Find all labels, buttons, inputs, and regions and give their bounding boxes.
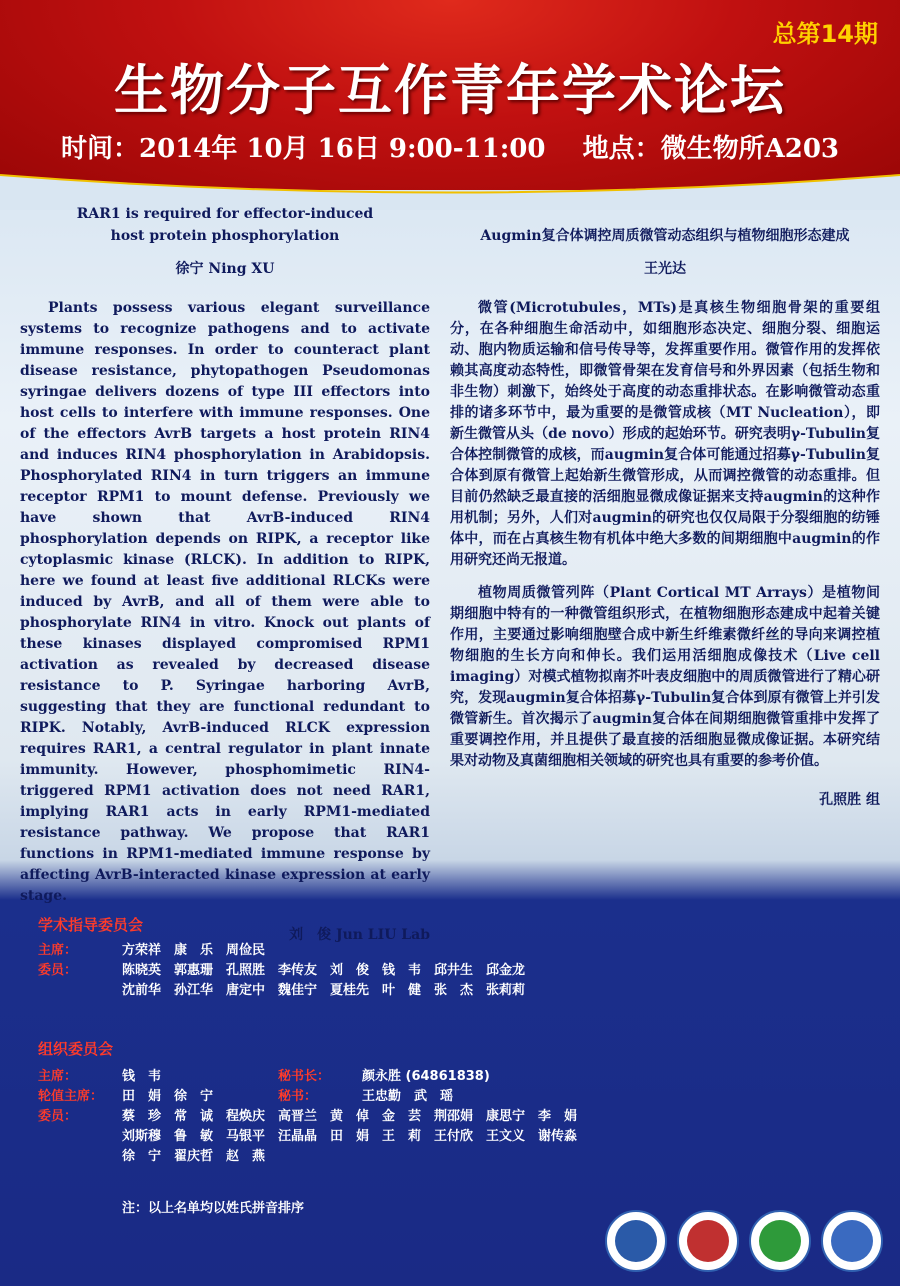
header-banner — [0, 0, 900, 190]
talk2-paragraph-2: 植物周质微管列阵（Plant Cortical MT Arrays）是植物间期细胞中特有的一种微管组织形式，在植物细胞形态建成中起着关键作用，主要通过影响细胞壁合成中新生纤维素微纤丝的导向来调控植物细胞的生长方向和伸长。我们运用活细胞成像技术（Live cell imaging）对模式植物拟南芥叶表皮细胞中的周质微管进行了精心研究，发现augmin复合体招募γ-Tubulin复合体到原有微管上并引发微管新生。首次揭示了augmin复合体在间期细胞微管重排中发挥了重要调控作用，并且提供了最直接的活细胞显微成像证据。本研究结果对动物及真菌细胞相关领域的研究也具有重要的参考价值。 — [450, 585, 880, 769]
sorting-note: 注：以上名单均以姓氏拼音排序 — [122, 1201, 305, 1216]
secretaries: 王忠勤 武 瑶 — [362, 1089, 454, 1104]
organizing-member-label: 委员： — [38, 1109, 78, 1124]
organizing-committee — [38, 1038, 577, 1167]
talk2-title: Augmin复合体调控周质微管动态组织与植物细胞形态建成 — [480, 228, 850, 244]
institute-logo-3 — [749, 1210, 811, 1272]
organizing-members-row3: 徐 宁 翟庆哲 赵 燕 — [122, 1149, 266, 1164]
talk2-speaker: 王光达 — [644, 261, 686, 277]
talk1-column — [20, 203, 430, 946]
secretary-general-label: 秘书长： — [278, 1069, 331, 1084]
talk1-title-line1: RAR1 is required for effector-induced — [76, 206, 374, 222]
institute-logo-1 — [605, 1210, 667, 1272]
institute-logo-4 — [821, 1210, 883, 1272]
talk1-abstract: Plants possess various elegant surveillance systems to recognize pathogens and to activate immune responses. In order to counteract plant disease resistance, phytopathogen Pseudomonas syringae delivers dozens of type III effectors into host cells to interfere with immune responses. One of the effectors AvrB targets a host protein RIN4 and induces RIN4 phosphorylation in Arabidopsis. Phosphorylated RIN4 in turn triggers an immune receptor RPM1 to mount defense. Previously we have shown that AvrB-induced RIN4 phosphorylation depends on RIPK, a receptor like cytoplasmic kinase (RLCK). In addition to RIPK, here we found at least five additional RLCKs were induced by AvrB, and all of them were able to phosphorylate RIN4 in vitro. Knock out plants of these kinases displayed compromised RPM1 activation as revealed by decreased disease resistance to P. Syringae harboring AvrB, suggesting that they are functional redundant to RIPK. Notably, AvrB-induced RLCK expression requires RAR1, a central regulator in plant innate immunity. However, phosphomimetic RIN4-triggered RPM1 activation does not need RAR1, implying RAR1 acts in early RPM1-mediated resistance pathway. We propose that RAR1 functions in RPM1-mediated immune response by affecting AvrB-interacted kinase expression at early stage. — [20, 300, 430, 904]
talk1-speaker: 徐宁 Ning XU — [175, 261, 275, 277]
rotating-chairs: 田 娟 徐 宁 — [122, 1089, 214, 1104]
event-time: 时间：2014年 10月 16日 9:00-11:00 — [60, 134, 546, 164]
time-place — [0, 128, 900, 165]
academic-members-row1: 陈晓英 郭惠珊 孔照胜 李传友 刘 俊 钱 韦 邱井生 邱金龙 — [122, 963, 526, 978]
talk2-column — [450, 225, 880, 811]
talk1-title-line2: host protein phosphorylation — [110, 228, 340, 244]
academic-committee — [38, 914, 525, 1001]
organizing-committee-title: 组织委员会 — [38, 1040, 114, 1058]
forum-title: 生物分子互作青年学术论坛 — [114, 59, 786, 122]
secretary-label: 秘书： — [278, 1089, 318, 1104]
rotating-chair-label: 轮值主席： — [38, 1089, 104, 1104]
academic-chairs: 方荣祥 康 乐 周俭民 — [122, 943, 266, 958]
academic-chair-label: 主席： — [38, 943, 78, 958]
talk1-title — [20, 203, 430, 247]
organizing-chair-label: 主席： — [38, 1069, 78, 1084]
academic-committee-title: 学术指导委员会 — [38, 916, 144, 934]
organizing-members-row2: 刘斯穆 鲁 敏 马银平 汪晶晶 田 娟 王 莉 王付欣 王文义 谢传淼 — [122, 1129, 578, 1144]
secretary-general: 颜永胜 (64861838) — [362, 1069, 490, 1084]
institute-logo-2 — [677, 1210, 739, 1272]
talk2-group: 孔照胜 组 — [819, 792, 880, 808]
talk1-lab: 刘 俊 Jun LIU Lab — [289, 927, 430, 943]
issue-number: 总第14期 — [772, 20, 878, 48]
talk2-paragraph-1: 微管(Microtubules，MTs)是真核生物细胞骨架的重要组分，在各种细胞生命活动中，如细胞形态决定、细胞分裂、细胞运动、胞内物质运输和信号传导等，发挥重要作用。微管作用的发挥依赖其高度动态特性，即微管骨架在发育信号和外界因素（包括生物和非生物）刺激下，始终处于高度的动态重排状态。在影响微管动态重排的诸多环节中，最为重要的是微管成核（MT Nucleation），即新生微管从头（de novo）形成的起始环节。研究表明γ-Tubulin复合体控制微管的成核，而augmin复合体可能通过招募γ-Tubulin复合体到原有微管上起始新生微管形成，从而调控微管的动态重排。但目前仍然缺乏最直接的活细胞显微成像证据来支持augmin的这种作用机制；另外，人们对augmin的研究也仅仅局限于分裂细胞的纺锤体中，而在占真核生物有机体中绝大多数的间期细胞中augmin的作用研究还尚无报道。 — [450, 300, 880, 568]
event-place: 地点：微生物所A203 — [582, 134, 840, 164]
institution-logos — [605, 1210, 883, 1272]
organizing-members-row1: 蔡 珍 常 诚 程焕庆 高晋兰 黄 倬 金 芸 荆邵娟 康思宁 李 娟 — [122, 1109, 578, 1124]
academic-members-row2: 沈前华 孙江华 唐定中 魏佳宁 夏桂先 叶 健 张 杰 张莉莉 — [122, 983, 526, 998]
organizing-chair: 钱 韦 — [122, 1069, 162, 1084]
academic-member-label: 委员： — [38, 963, 78, 978]
